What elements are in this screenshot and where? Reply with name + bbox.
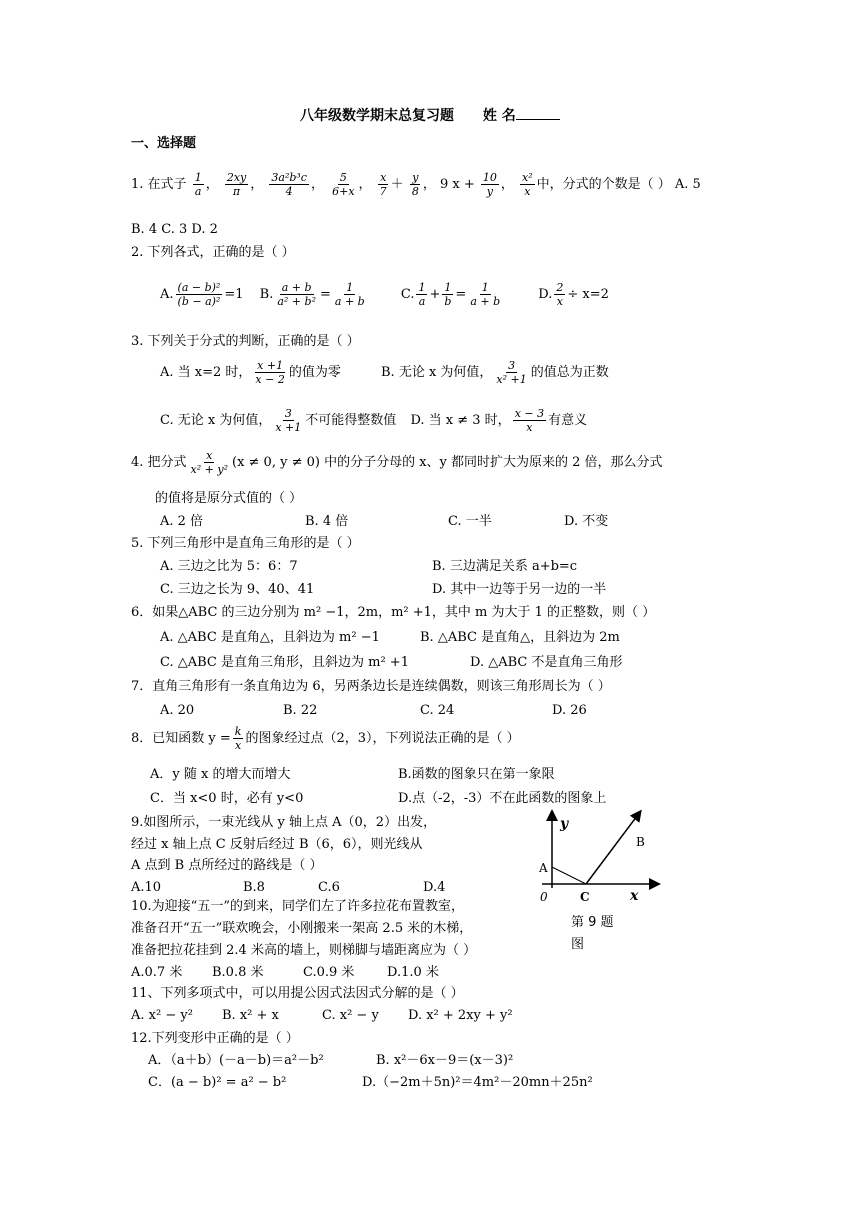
question-9-line1: 9.如图所示，一束光线从 y 轴上点 A（0，2）出发，: [131, 815, 437, 830]
question-9-line3: A 点到 B 点所经过的路线是（ ）: [131, 858, 323, 873]
q9-opt-b: B.8: [243, 880, 265, 895]
question-1: 1. 在式子 $\frac{1}{a}$ ， $\frac{2xy}{\pi}$ ， $\frac{\text{3a²b³c}}{4}$ ， $\frac{5}{6+x}$ ， $\frac{x}{7}$ ＋ $\frac{y}{8}$ ， 9 x + $\frac{10}{y}$ ， $\frac{\text{x²}}{x}$ 中，分式的个数是（ ） A. 5: [131, 171, 701, 198]
q6-opt-c: C. △ABC 是直角三角形，且斜边为 m² +1: [160, 655, 409, 670]
q1-frac-2: $\frac{2xy}{\pi}$: [226, 171, 247, 198]
q11-opt-c: C. x² − y: [322, 1008, 379, 1023]
name-label: 姓 名: [482, 108, 516, 124]
fig-caption-2: 图: [571, 937, 585, 952]
section-heading: 一、选择题: [131, 136, 197, 151]
q2-a-frac: $\frac{\text{(a − b)²}}{\text{(b − a)²}}$: [177, 281, 221, 308]
q7-opt-c: C. 24: [420, 703, 455, 718]
q8-opt-d: D.点（-2，-3）不在此函数的图象上: [398, 791, 607, 806]
q2-b-frac: $\frac{a + b}{\text{a² + b²}}$: [277, 281, 316, 308]
fig-point-b: B: [636, 835, 645, 849]
fig-caption-1: 第 9 题: [571, 915, 614, 930]
q5-opt-b: B. 三边满足关系 a+b=c: [432, 559, 578, 574]
q3-options-ab: A. 当 x=2 时， $\frac{x +1}{x - 2}$ 的值为零 B. 无论 x 为何值， $\frac{3}{\text{x² +1}}$ 的值总为正数: [160, 359, 609, 386]
question-9-line2: 经过 x 轴上点 C 反射后经过 B（6，6），则光线从: [131, 837, 423, 852]
q6-opt-a: A. △ABC 是直角△，且斜边为 m² −1: [160, 630, 380, 645]
question-5-stem: 5. 下列三角形中是直角三角形的是（ ）: [131, 536, 360, 551]
question-3-stem: 3. 下列关于分式的判断，正确的是（ ）: [131, 334, 360, 349]
q9-opt-c: C.6: [318, 880, 340, 895]
question-4-line2: 的值将是原分式值的（ ）: [155, 491, 303, 506]
q12-opt-a: A．（a＋b）(－a－b)＝a²－b²: [148, 1053, 324, 1068]
q9-opt-d: D.4: [423, 880, 446, 895]
ray-cb: [586, 812, 640, 884]
question-10-line2: 准备召开“五一”联欢晚会，小刚搬来一架高 2.5 米的木梯，: [131, 921, 473, 936]
q12-opt-c: C．(a − b)² = a² − b²: [148, 1075, 287, 1090]
question-8-stem: 8．已知函数 y = $\frac{k}{x}$ 的图象经过点（2，3），下列说法正确的是（ ）: [131, 725, 520, 752]
q5-opt-a: A. 三边之比为 5：6：7: [160, 559, 298, 574]
q2-b-frac2: $\frac{1}{a + b}$: [334, 281, 365, 308]
q7-opt-d: D. 26: [552, 703, 587, 718]
q1-frac-5: $\frac{x}{7}$: [379, 171, 387, 198]
q1-stem: 1. 在式子: [131, 177, 187, 192]
q1-frac-3: $\frac{\text{3a²b³c}}{4}$: [271, 171, 307, 198]
fig-origin: 0: [540, 890, 548, 904]
question-4-line1: 4. 把分式 $\frac{x}{\text{x² + y²}}$ (x ≠ 0, y ≠ 0) 中的分子分母的 x、y 都同时扩大为原来的 2 倍，那么分式: [131, 449, 663, 476]
q5-opt-c: C. 三边之长为 9、40、41: [160, 582, 315, 597]
question-10-line1: 10.为迎接“五一”的到来，同学们左了许多拉花布置教室，: [131, 899, 464, 914]
q4-opt-c: C. 一半: [448, 514, 492, 529]
q4-opt-d: D. 不变: [564, 514, 609, 529]
question-2-stem: 2. 下列各式，正确的是（ ）: [131, 245, 295, 260]
q11-opt-d: D. x² + 2xy + y²: [408, 1008, 513, 1023]
q9-figure: [532, 806, 664, 910]
q10-opt-a: A.0.7 米: [131, 965, 183, 980]
q9-opt-a: A.10: [131, 880, 162, 895]
q10-opt-b: B.0.8 米: [212, 965, 264, 980]
q11-opt-b: B. x² + x: [222, 1008, 279, 1023]
question-11-stem: 11、下列多项式中，可以用提公因式法因式分解的是（ ）: [131, 986, 464, 1001]
title-text: 八年级数学期末总复习题: [300, 108, 454, 124]
question-10-line3: 准备把拉花挂到 2.4 米高的墙上，则梯脚与墙距离应为（ ）: [131, 943, 477, 958]
page-title: [300, 107, 560, 125]
q4-opt-b: B. 4 倍: [305, 514, 349, 529]
q10-opt-d: D.1.0 米: [387, 965, 439, 980]
name-blank: [516, 107, 560, 120]
q1-frac-4: $\frac{5}{6+x}$: [332, 171, 355, 198]
q12-opt-d: D.（−2m＋5n)²＝4m²－20mn＋25n²: [362, 1075, 593, 1090]
q6-opt-b: B. △ABC 是直角△，且斜边为 2m: [420, 630, 620, 645]
ray-ac: [552, 867, 586, 884]
q7-opt-b: B. 22: [283, 703, 318, 718]
q8-opt-c: C．当 x<0 时，必有 y<0: [150, 791, 304, 806]
question-6-stem: 6．如果△ABC 的三边分别为 m² −1，2m，m² +1，其中 m 为大于 1 的正整数，则（ ）: [131, 605, 656, 620]
q1-options: B. 4 C. 3 D. 2: [131, 222, 218, 237]
fig-point-c: C: [580, 890, 590, 904]
fig-x-label: x: [630, 888, 639, 904]
q1-frac-1: $\frac{1}{a}$: [194, 171, 202, 198]
question-12-stem: 12.下列变形中正确的是（ ）: [131, 1031, 299, 1046]
fig-y-label: y: [560, 816, 569, 832]
q5-opt-d: D. 其中一边等于另一边的一半: [432, 582, 607, 597]
q6-opt-d: D. △ABC 不是直角三角形: [470, 655, 623, 670]
q1-frac-8: $\frac{\text{x²}}{x}$: [522, 171, 533, 198]
q4-opt-a: A. 2 倍: [160, 514, 204, 529]
question-2-options: A. $\frac{\text{(a − b)²}}{\text{(b − a)²}}$ =1 B. $\frac{a + b}{\text{a² + b²}}$ = $\frac{1}{a + b}$ C. $\frac{1}{a}$ + $\frac{1}{b}$ = $\frac{1}{a + b}$ D. $\frac{2}{x}$ ÷ x=2: [160, 281, 609, 308]
q7-opt-a: A. 20: [160, 703, 195, 718]
q11-opt-a: A. x² − y²: [131, 1008, 193, 1023]
q1-frac-7: $\frac{10}{y}$: [482, 171, 497, 198]
q8-opt-a: A．y 随 x 的增大而增大: [150, 767, 291, 782]
q1-frac-6: $\frac{y}{8}$: [411, 171, 419, 198]
q8-opt-b: B.函数的图象只在第一象限: [398, 767, 555, 782]
q3-options-cd: C. 无论 x 为何值， $\frac{3}{x +1}$ 不可能得整数值 D. 当 x ≠ 3 时， $\frac{x - 3}{x}$ 有意义: [160, 407, 588, 434]
q12-opt-b: B. x²－6x－9＝(x－3)²: [376, 1053, 514, 1068]
question-7-stem: 7．直角三角形有一条直角边为 6，另两条边长是连续偶数，则该三角形周长为（ ）: [131, 679, 611, 694]
fig-point-a: A: [539, 861, 548, 875]
q10-opt-c: C.0.9 米: [303, 965, 355, 980]
